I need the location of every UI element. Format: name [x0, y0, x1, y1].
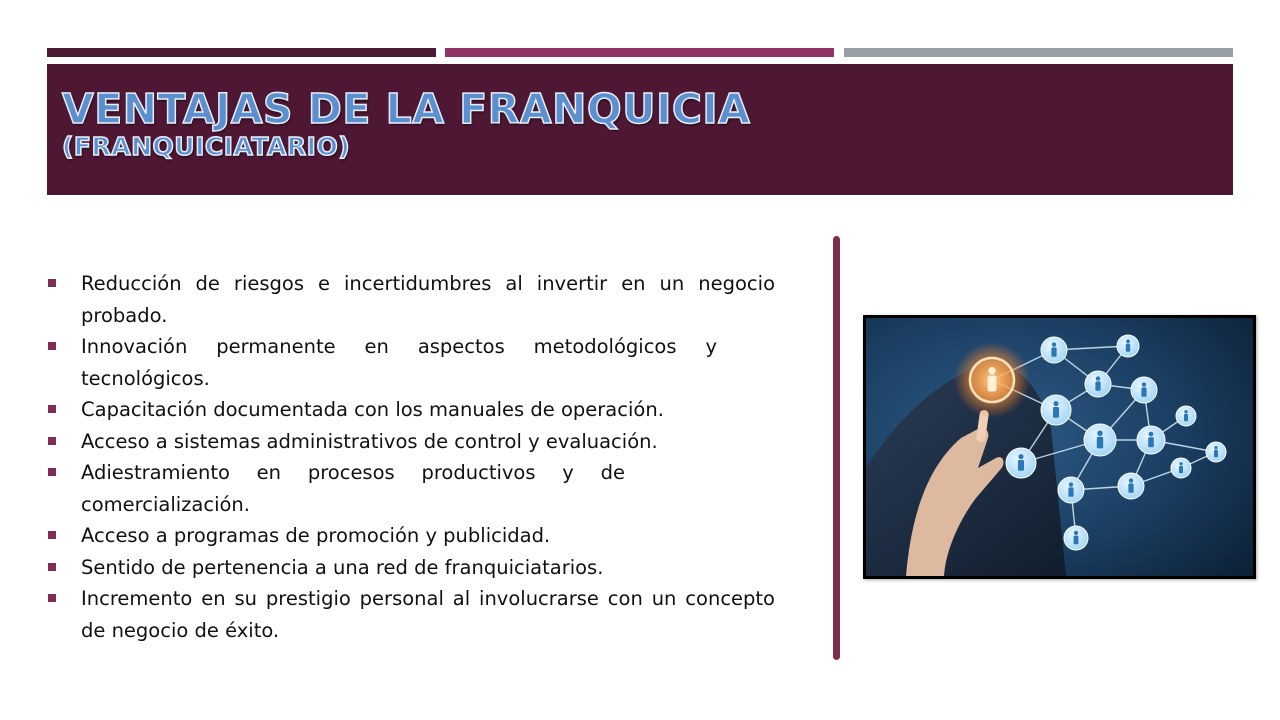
vertical-divider: [833, 236, 840, 660]
person-node-icon: [1041, 395, 1071, 425]
benefits-list: [47, 268, 775, 646]
square-bullet-icon: [48, 437, 56, 445]
square-bullet-icon: [48, 279, 56, 287]
list-item: [47, 268, 775, 331]
list-item-text: Reducción de riesgos e incertidumbres al invertir en un negocio probado.: [81, 272, 775, 327]
list-item: [47, 331, 775, 394]
person-node-icon: [1118, 473, 1144, 499]
list-item-text: Acceso a programas de promoción y publicidad.: [81, 524, 551, 547]
slide-title: VENTAJAS DE LA FRANQUICIA: [62, 85, 751, 133]
slide-subtitle: (FRANQUICIATARIO): [62, 132, 351, 161]
person-node-icon: [1058, 477, 1084, 503]
network-illustration: [866, 318, 1253, 576]
title-band: [47, 64, 1233, 195]
person-node-icon: [1006, 448, 1036, 478]
list-item: [47, 426, 775, 458]
accent-bar-gray: [844, 48, 1233, 57]
person-node-icon: [1117, 335, 1139, 357]
list-item-text: Sentido de pertenencia a una red de franquiciatarios.: [81, 555, 604, 579]
accent-bar-magenta: [445, 48, 834, 57]
list-item-text: Capacitación documentada con los manuales de operación.: [81, 398, 664, 421]
square-bullet-icon: [48, 531, 56, 539]
list-item-text: Innovación permanente en aspectos metodológicos y tecnológicos.: [81, 335, 717, 390]
person-node-icon: [1041, 337, 1067, 363]
person-node-icon: [1137, 426, 1165, 454]
square-bullet-icon: [48, 405, 56, 413]
person-node-icon: [1085, 371, 1111, 397]
person-node-icon: [1171, 458, 1191, 478]
person-node-icon: [1064, 526, 1088, 550]
list-item: [47, 457, 775, 520]
square-bullet-icon: [48, 563, 56, 571]
network-photo: [863, 315, 1256, 579]
list-item-text: Incremento en su prestigio personal al involucrarse con un concepto de negocio de éxito.: [81, 587, 775, 642]
person-node-icon: [1084, 424, 1116, 456]
person-node-icon: [970, 358, 1014, 402]
person-node-icon: [1206, 442, 1226, 462]
person-node-icon: [1176, 406, 1196, 426]
list-item-text: Adiestramiento en procesos productivos y de comercialización.: [81, 461, 625, 516]
person-node-icon: [1131, 377, 1157, 403]
list-item: [47, 583, 775, 646]
list-item: [47, 394, 775, 426]
list-item: [47, 552, 775, 584]
square-bullet-icon: [48, 342, 56, 350]
accent-bar-dark: [47, 48, 436, 57]
square-bullet-icon: [48, 594, 56, 602]
list-item: [47, 520, 775, 552]
square-bullet-icon: [48, 468, 56, 476]
list-item-text: Acceso a sistemas administrativos de control y evaluación.: [81, 429, 658, 453]
